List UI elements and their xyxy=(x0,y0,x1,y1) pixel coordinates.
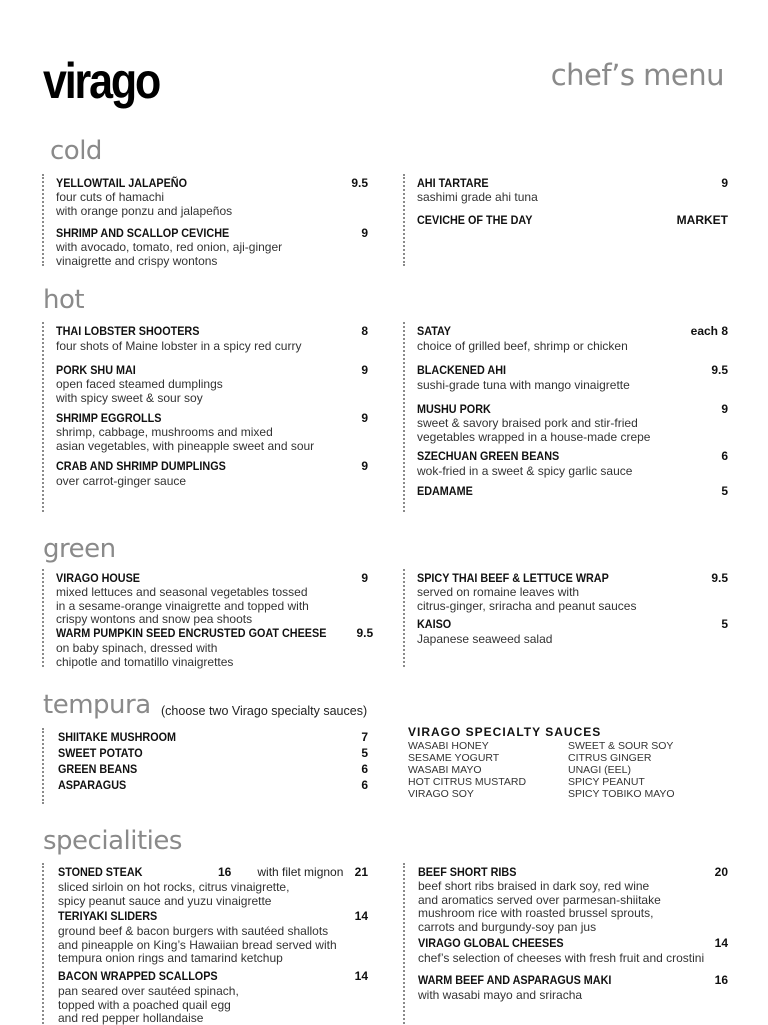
menu-item xyxy=(417,402,728,443)
item-price: 9.5 xyxy=(351,176,368,190)
menu-item xyxy=(417,213,728,227)
sauces-title: VIRAGO SPECIALTY SAUCES xyxy=(408,725,602,739)
item-price: 8 xyxy=(361,324,368,338)
item-price: 5 xyxy=(721,484,728,498)
menu-item xyxy=(56,411,368,452)
menu-item xyxy=(58,730,368,744)
menu-item xyxy=(56,626,374,669)
cold-left-column xyxy=(42,174,368,266)
item-name: THAI LOBSTER SHOOTERS xyxy=(56,324,200,338)
item-desc: crispy wontons and snow pea shoots xyxy=(56,612,253,626)
item-desc: sashimi grade ahi tuna xyxy=(417,190,538,204)
item-name: SHRIMP AND SCALLOP CEVICHE xyxy=(56,226,230,240)
sauce-item: SPICY PEANUT xyxy=(568,776,645,788)
specialty-sauces xyxy=(408,725,738,800)
green-left-column xyxy=(42,569,374,669)
item-name: BLACKENED AHI xyxy=(417,363,507,377)
sauce-item: HOT CITRUS MUSTARD xyxy=(408,776,527,788)
item-name: WARM PUMPKIN SEED ENCRUSTED GOAT CHEESE xyxy=(56,626,327,640)
item-price: 5 xyxy=(721,617,728,631)
menu-item xyxy=(58,865,368,907)
hot-left-column xyxy=(42,322,368,512)
item-name: WARM BEEF AND ASPARAGUS MAKI xyxy=(418,973,612,987)
menu-item xyxy=(58,909,368,965)
item-price: 14 xyxy=(354,969,368,983)
item-name: ASPARAGUS xyxy=(58,778,127,792)
item-desc: and aromatics served over parmesan-shiitake xyxy=(418,892,661,907)
item-desc: on baby spinach, dressed with xyxy=(56,641,218,655)
menu-item xyxy=(417,363,728,392)
item-price: each 8 xyxy=(690,324,728,338)
item-price: 7 xyxy=(361,730,368,744)
item-price: 14 xyxy=(714,936,728,950)
tempura-column xyxy=(42,728,368,804)
item-price: 6 xyxy=(721,449,728,463)
specialities-right-column xyxy=(403,863,728,1024)
item-price: 9 xyxy=(721,176,728,190)
item-price: 6 xyxy=(361,778,368,792)
item-price: 9 xyxy=(361,459,368,473)
item-name: CEVICHE OF THE DAY xyxy=(417,213,533,227)
menu-item xyxy=(417,449,728,478)
item-price: 9 xyxy=(361,226,368,240)
sauce-list xyxy=(408,740,738,800)
item-name: SATAY xyxy=(417,324,452,338)
item-price: 16 xyxy=(714,973,728,987)
item-name: YELLOWTAIL JALAPEÑO xyxy=(56,176,188,190)
item-desc: sweet & savory braised pork and stir-fried xyxy=(417,416,638,430)
item-name: SZECHUAN GREEN BEANS xyxy=(417,449,560,463)
item-desc: and red pepper hollandaise xyxy=(58,1011,204,1025)
menu-item xyxy=(56,324,368,353)
section-title-green: green xyxy=(43,534,116,564)
section-title-hot: hot xyxy=(43,285,85,315)
sauce-item: SPICY TOBIKO MAYO xyxy=(568,788,675,800)
sauce-item: WASABI MAYO xyxy=(408,764,482,776)
item-desc: Japanese seaweed salad xyxy=(417,632,553,646)
menu-item xyxy=(417,617,728,646)
item-desc: with wasabi mayo and sriracha xyxy=(418,988,583,1002)
item-name: AHI TARTARE xyxy=(417,176,489,190)
item-name: BEEF SHORT RIBS xyxy=(418,865,517,879)
menu-subtitle: chef’s menu xyxy=(550,58,724,92)
menu-item xyxy=(56,363,368,404)
item-desc: chipotle and tomatillo vinaigrettes xyxy=(56,654,234,669)
item-desc: vinaigrette and crispy wontons xyxy=(56,253,218,268)
item-price: 9.5 xyxy=(711,571,728,585)
item-desc: topped with a poached quail egg xyxy=(58,997,231,1012)
item-desc: four cuts of hamachi xyxy=(56,190,165,204)
item-desc: with spicy sweet & sour soy xyxy=(56,390,203,405)
item-name: STONED STEAK xyxy=(58,865,143,879)
item-extra-price: 21 xyxy=(354,865,368,879)
item-desc: pan seared over sautéed spinach, xyxy=(58,984,239,998)
item-name: VIRAGO HOUSE xyxy=(56,571,141,585)
item-price: 9 xyxy=(721,402,728,416)
item-name: PORK SHU MAI xyxy=(56,363,136,377)
item-desc: four shots of Maine lobster in a spicy red curry xyxy=(56,339,302,353)
menu-item xyxy=(56,571,368,626)
item-desc: open faced steamed dumplings xyxy=(56,377,223,391)
menu-item xyxy=(56,226,368,267)
sauce-item: CITRUS GINGER xyxy=(568,752,652,764)
item-name: SWEET POTATO xyxy=(58,746,143,760)
specialities-left-column xyxy=(42,863,368,1024)
item-desc: spicy peanut sauce and yuzu vinaigrette xyxy=(58,893,272,908)
item-price: 6 xyxy=(361,762,368,776)
item-desc: wok-fried in a sweet & spicy garlic sauce xyxy=(417,464,633,478)
menu-item xyxy=(417,484,728,498)
item-name: SHIITAKE MUSHROOM xyxy=(58,730,176,744)
item-desc: sliced sirloin on hot rocks, citrus vinaigrette, xyxy=(58,880,290,894)
brand-logo: virago xyxy=(43,53,160,109)
menu-item xyxy=(417,571,728,612)
menu-item xyxy=(58,969,368,1025)
menu-item xyxy=(418,936,728,965)
item-desc: with avocado, tomato, red onion, aji-ginger xyxy=(56,240,283,254)
item-desc: in a sesame-orange vinaigrette and topped with xyxy=(56,598,309,613)
menu-item xyxy=(56,459,368,488)
item-desc: with orange ponzu and jalapeños xyxy=(56,203,233,218)
menu-item xyxy=(58,778,368,792)
cold-right-column xyxy=(403,174,728,266)
menu-item xyxy=(58,746,368,760)
item-price: 9.5 xyxy=(711,363,728,377)
sauce-item: UNAGI (EEL) xyxy=(568,764,632,776)
item-desc: beef short ribs braised in dark soy, red wine xyxy=(418,879,650,893)
menu-item xyxy=(58,762,368,776)
sauce-item: VIRAGO SOY xyxy=(408,788,474,800)
item-desc: citrus-ginger, sriracha and peanut sauces xyxy=(417,598,637,613)
item-desc: mushroom rice with roasted brussel sprouts, xyxy=(418,906,654,920)
item-desc: vegetables wrapped in a house-made crepe xyxy=(417,429,651,444)
item-price: MARKET xyxy=(676,213,728,227)
sauce-item: SESAME YOGURT xyxy=(408,752,500,764)
menu-item xyxy=(418,865,728,933)
item-desc: chef’s selection of cheeses with fresh fruit and crostini xyxy=(418,951,705,965)
item-extra-option: with filet mignon xyxy=(257,865,344,879)
item-desc: over carrot-ginger sauce xyxy=(56,474,187,488)
tempura-note: (choose two Virago specialty sauces) xyxy=(161,704,368,718)
item-price: 9 xyxy=(361,571,368,585)
menu-item xyxy=(417,324,728,353)
item-name: KAISO xyxy=(417,617,452,631)
green-right-column xyxy=(403,569,728,667)
item-name: SPICY THAI BEEF & LETTUCE WRAP xyxy=(417,571,609,585)
item-name: GREEN BEANS xyxy=(58,762,138,776)
item-desc: asian vegetables, with pineapple sweet and sour xyxy=(56,438,315,453)
item-desc: mixed lettuces and seasonal vegetables tossed xyxy=(56,585,308,599)
item-desc: sushi-grade tuna with mango vinaigrette xyxy=(417,378,630,392)
section-title-specialities: specialities xyxy=(43,826,182,856)
item-name: EDAMAME xyxy=(417,484,473,498)
hot-right-column xyxy=(403,322,728,512)
sauce-item: SWEET & SOUR SOY xyxy=(568,740,674,752)
menu-item xyxy=(56,176,368,217)
item-name: TERIYAKI SLIDERS xyxy=(58,909,158,923)
item-price: 14 xyxy=(354,909,368,923)
menu-item xyxy=(417,176,728,204)
item-price: 9.5 xyxy=(356,626,374,640)
sauce-item: WASABI HONEY xyxy=(408,740,489,752)
item-price: 20 xyxy=(714,865,728,879)
item-price: 9 xyxy=(361,411,368,425)
menu-item xyxy=(418,973,728,1002)
item-name: BACON WRAPPED SCALLOPS xyxy=(58,969,218,983)
item-price: 9 xyxy=(361,363,368,377)
item-desc: ground beef & bacon burgers with sautéed shallots xyxy=(58,924,329,938)
item-desc: shrimp, cabbage, mushrooms and mixed xyxy=(56,425,273,439)
item-desc: and pineapple on King’s Hawaiian bread served with xyxy=(58,937,337,952)
item-name: CRAB AND SHRIMP DUMPLINGS xyxy=(56,459,226,473)
section-title-cold: cold xyxy=(50,136,102,166)
item-desc: tempura onion rings and tamarind ketchup xyxy=(58,951,283,965)
item-price: 16 xyxy=(218,865,232,879)
item-price: 5 xyxy=(361,746,368,760)
item-desc: choice of grilled beef, shrimp or chicken xyxy=(417,339,628,353)
section-title-tempura: tempura xyxy=(43,690,151,720)
item-desc: served on romaine leaves with xyxy=(417,585,580,599)
item-name: VIRAGO GLOBAL CHEESES xyxy=(418,936,564,950)
item-desc: carrots and burgundy-soy pan jus xyxy=(418,919,597,934)
item-name: MUSHU PORK xyxy=(417,402,491,416)
item-name: SHRIMP EGGROLLS xyxy=(56,411,162,425)
